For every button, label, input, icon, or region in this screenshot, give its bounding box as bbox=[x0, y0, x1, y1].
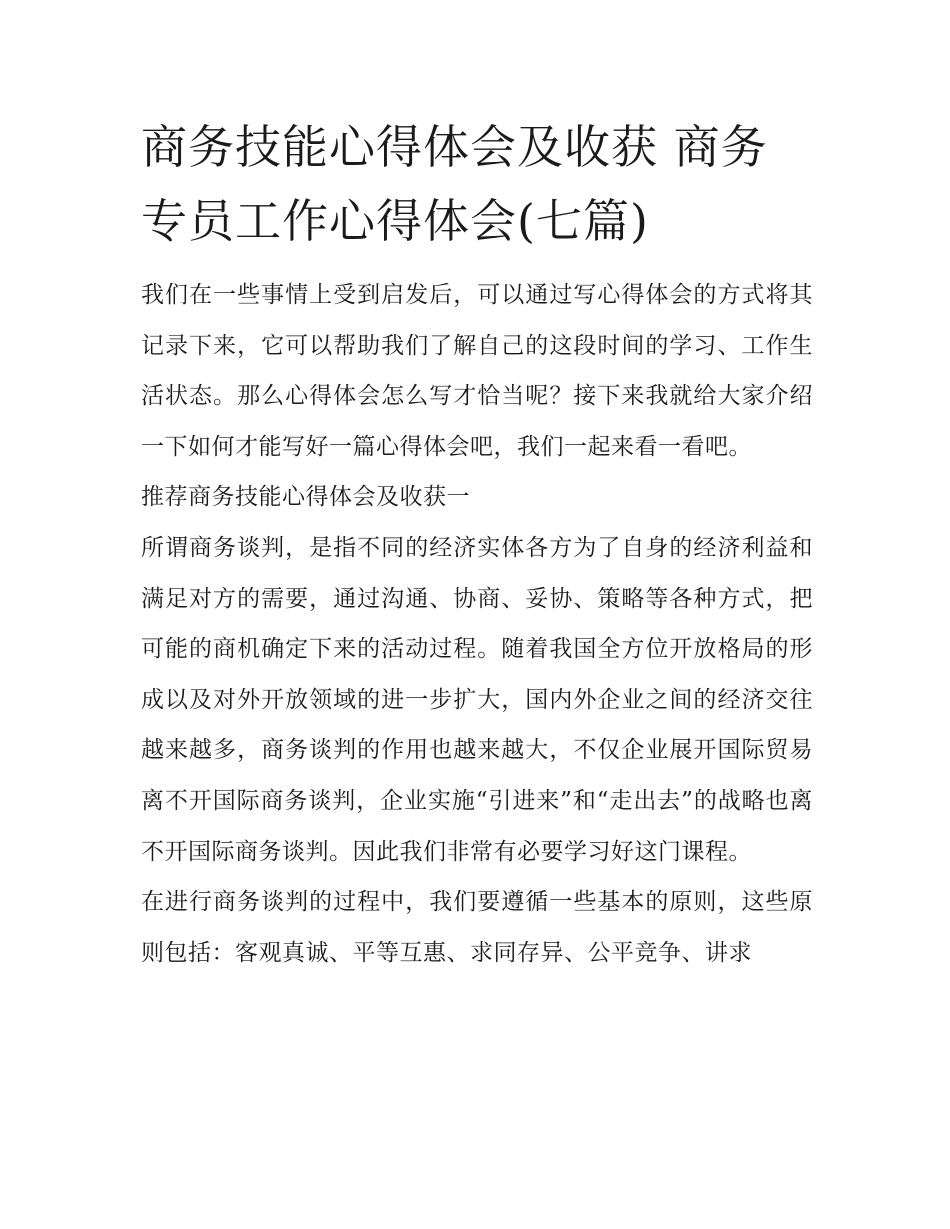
paragraph-body-2: 在进行商务谈判的过程中，我们要遵循一些基本的原则，这些原则包括：客观真诚、平等互惠、求同存异、公平竞争、讲求 bbox=[141, 889, 813, 966]
document-title: 商务技能心得体会及收获 商务专员工作心得体会(七篇) bbox=[141, 120, 768, 248]
paragraph-section-heading: 推荐商务技能心得体会及收获一 bbox=[141, 484, 470, 511]
paragraph-intro: 我们在一些事情上受到启发后，可以通过写心得体会的方式将其记录下来，它可以帮助我们了解自己的这段时间的学习、工作生活状态。那么心得体会怎么写才恰当呢？接下来我就给大家介绍一下如何才能写好一篇心得体会吧，我们一起来看一看吧。 bbox=[141, 282, 813, 460]
paragraph-body-1: 所谓商务谈判，是指不同的经济实体各方为了自身的经济利益和满足对方的需要，通过沟通、协商、妥协、策略等各种方式，把可能的商机确定下来的活动过程。随着我国全方位开放格局的形成以及对外开放领域的进一步扩大，国内外企业之间的经济交往越来越多，商务谈判的作用也越来越大，不仅企业展开国际贸易离不开国际商务谈判，企业实施“引进来”和“走出去”的战略也离不开国际商务谈判。因此我们非常有必要学习好这门课程。 bbox=[141, 534, 813, 865]
document-page bbox=[141, 110, 813, 978]
